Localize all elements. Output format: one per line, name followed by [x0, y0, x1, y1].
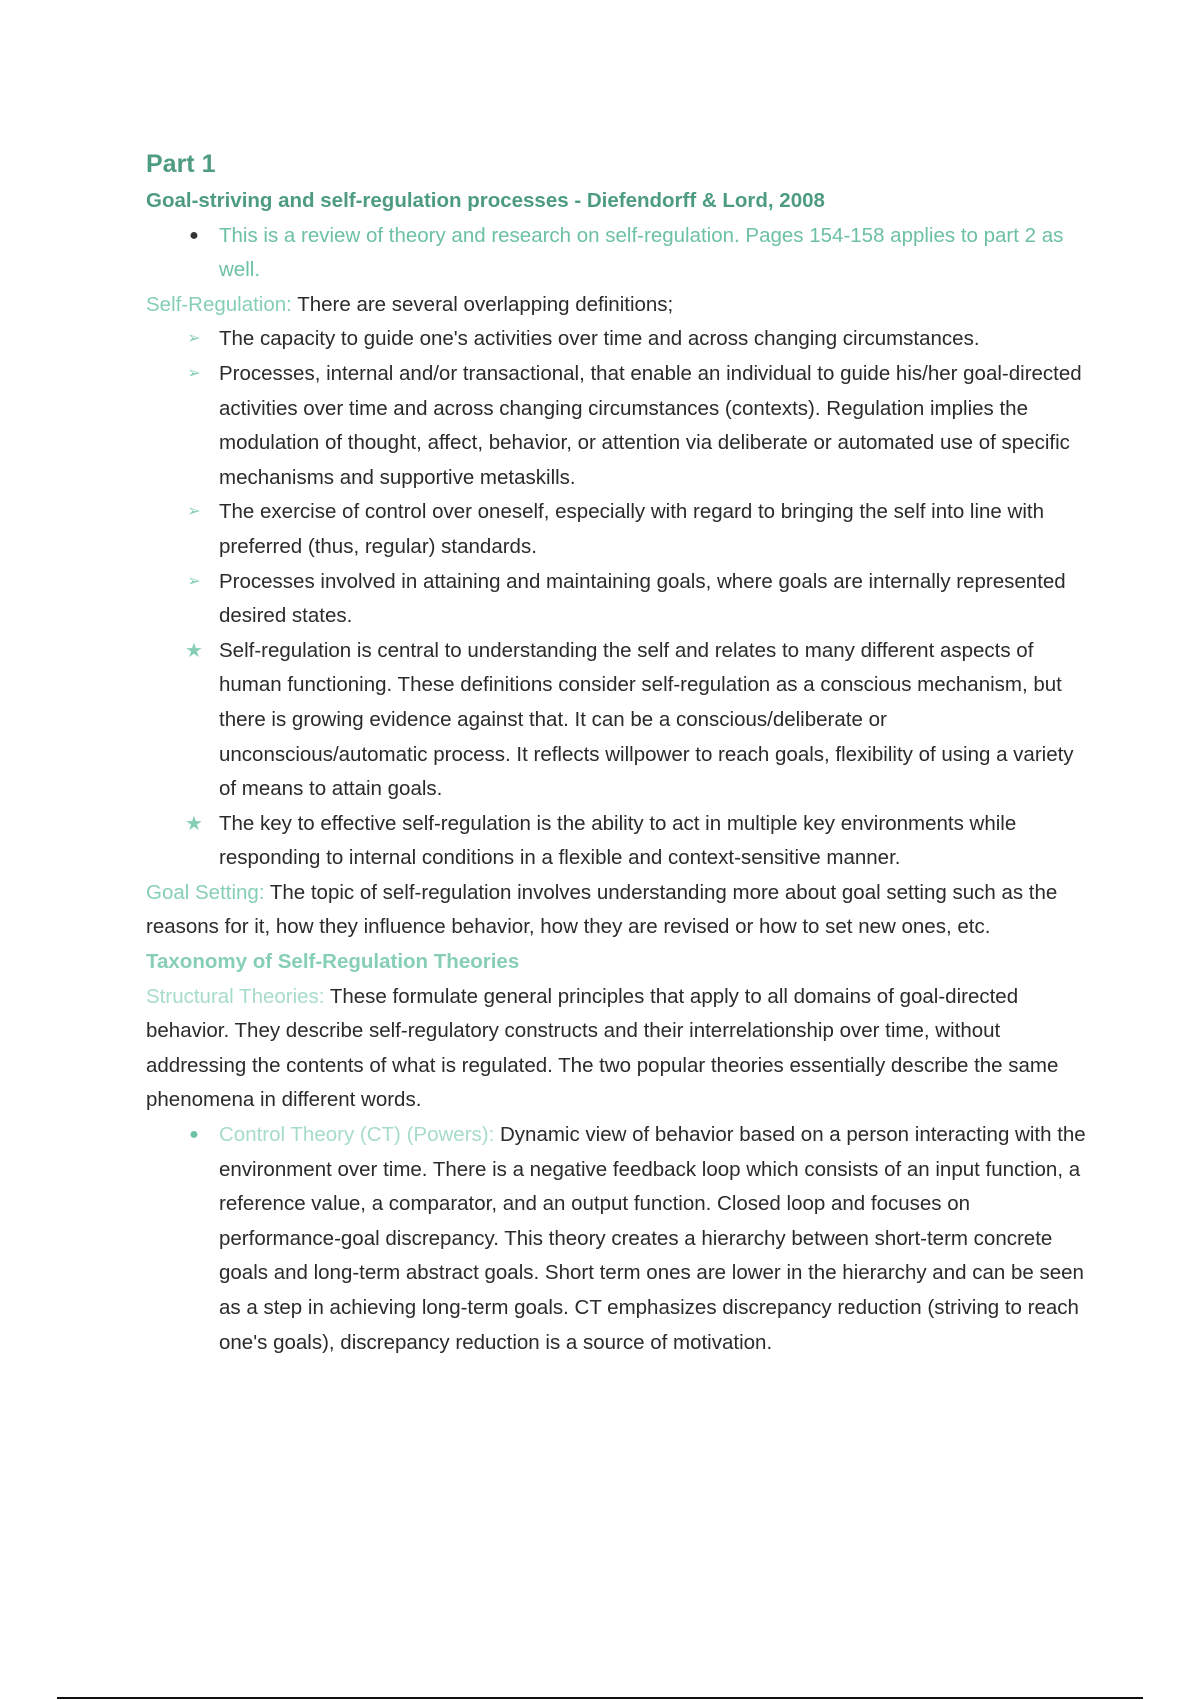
intro-list — [146, 219, 1096, 288]
page-content — [146, 146, 1096, 1360]
self-regulation-term: Self-Regulation: — [146, 292, 292, 316]
definition-text: The capacity to guide one's activities over time and across changing circumstances. — [219, 327, 980, 351]
theories-list — [146, 1118, 1096, 1360]
self-regulation-text: There are several overlapping definitions; — [291, 292, 674, 316]
list-item — [146, 357, 1096, 495]
arrow-icon: ➢ — [187, 503, 201, 521]
star-icon: ★ — [185, 812, 203, 835]
arrow-icon: ➢ — [187, 330, 201, 348]
arrow-icon: ➢ — [187, 364, 201, 382]
key-point-text: The key to effective self-regulation is the ability to act in multiple key environments while responding to internal conditions in a flexible and context-sensitive manner. — [219, 811, 1017, 870]
arrow-icon: ➢ — [187, 572, 201, 590]
control-theory-text: Dynamic view of behavior based on a person interacting with the environment over time. There is a negative feedback loop which consists of an input function, a reference value, a comparator, and an output function. Closed loop and focuses on performance-goal discrepancy. This theory creates a hierarchy between short-term concrete goals and long-term abstract goals. Short term ones are lower in the hierarchy and can be seen as a step in achieving long-term goals. CT emphasizes discrepancy reduction (striving to reach one's goals), discrepancy reduction is a source of motivation. — [219, 1123, 1086, 1354]
bullet-icon: ● — [189, 1126, 199, 1144]
intro-bullet-text: This is a review of theory and research on self-regulation. Pages 154-158 applies to part 2 as well. — [219, 223, 1064, 282]
definitions-list — [146, 322, 1096, 876]
structural-theories-text: These formulate general principles that apply to all domains of goal-directed behavior. They describe self-regulatory constructs and their interrelationship over time, without addressing the contents of what is regulated. The two popular theories essentially describe the same phenomena in different words. — [146, 984, 1059, 1112]
list-item — [146, 322, 1096, 357]
goal-setting-paragraph — [146, 876, 1096, 945]
goal-setting-term: Goal Setting: — [146, 880, 265, 904]
goal-setting-text: The topic of self-regulation involves understanding more about goal setting such as the reasons for it, how they influence behavior, how they are revised or how to set new ones, etc. — [146, 880, 1058, 939]
bullet-icon: ● — [189, 226, 199, 244]
structural-theories-paragraph — [146, 980, 1096, 1118]
taxonomy-heading: Taxonomy of Self-Regulation Theories — [146, 950, 520, 974]
list-item — [146, 495, 1096, 564]
key-point-text: Self-regulation is central to understanding the self and relates to many different aspects of human functioning. These definitions consider self-regulation as a conscious mechanism, but there is growing evidence against that. It can be a conscious/deliberate or unconscious/automatic process. It reflects willpower to reach goals, flexibility of using a variety of means to attain goals. — [219, 638, 1074, 801]
list-item — [146, 634, 1096, 807]
list-item — [146, 1118, 1096, 1360]
part-title: Part 1 — [146, 150, 216, 178]
self-regulation-paragraph — [146, 288, 1096, 323]
footer-divider — [57, 1697, 1143, 1699]
definition-text: Processes, internal and/or transactional, that enable an individual to guide his/her goal-directed activities over time and across changing circumstances (contexts). Regulation implies the modulation of thought, affect, behavior, or attention via deliberate or automated use of specific mechanisms and supportive metaskills. — [219, 361, 1082, 489]
structural-theories-term: Structural Theories: — [146, 984, 325, 1008]
definition-text: Processes involved in attaining and maintaining goals, where goals are internally represented desired states. — [219, 569, 1066, 628]
source-heading: Goal-striving and self-regulation processes - Diefendorff & Lord, 2008 — [146, 189, 825, 212]
definition-text: The exercise of control over oneself, especially with regard to bringing the self into line with preferred (thus, regular) standards. — [219, 500, 1044, 558]
list-item — [146, 565, 1096, 634]
star-icon: ★ — [185, 639, 203, 662]
list-item — [146, 807, 1096, 876]
list-item — [146, 219, 1096, 288]
control-theory-term: Control Theory (CT) (Powers): — [219, 1123, 495, 1147]
